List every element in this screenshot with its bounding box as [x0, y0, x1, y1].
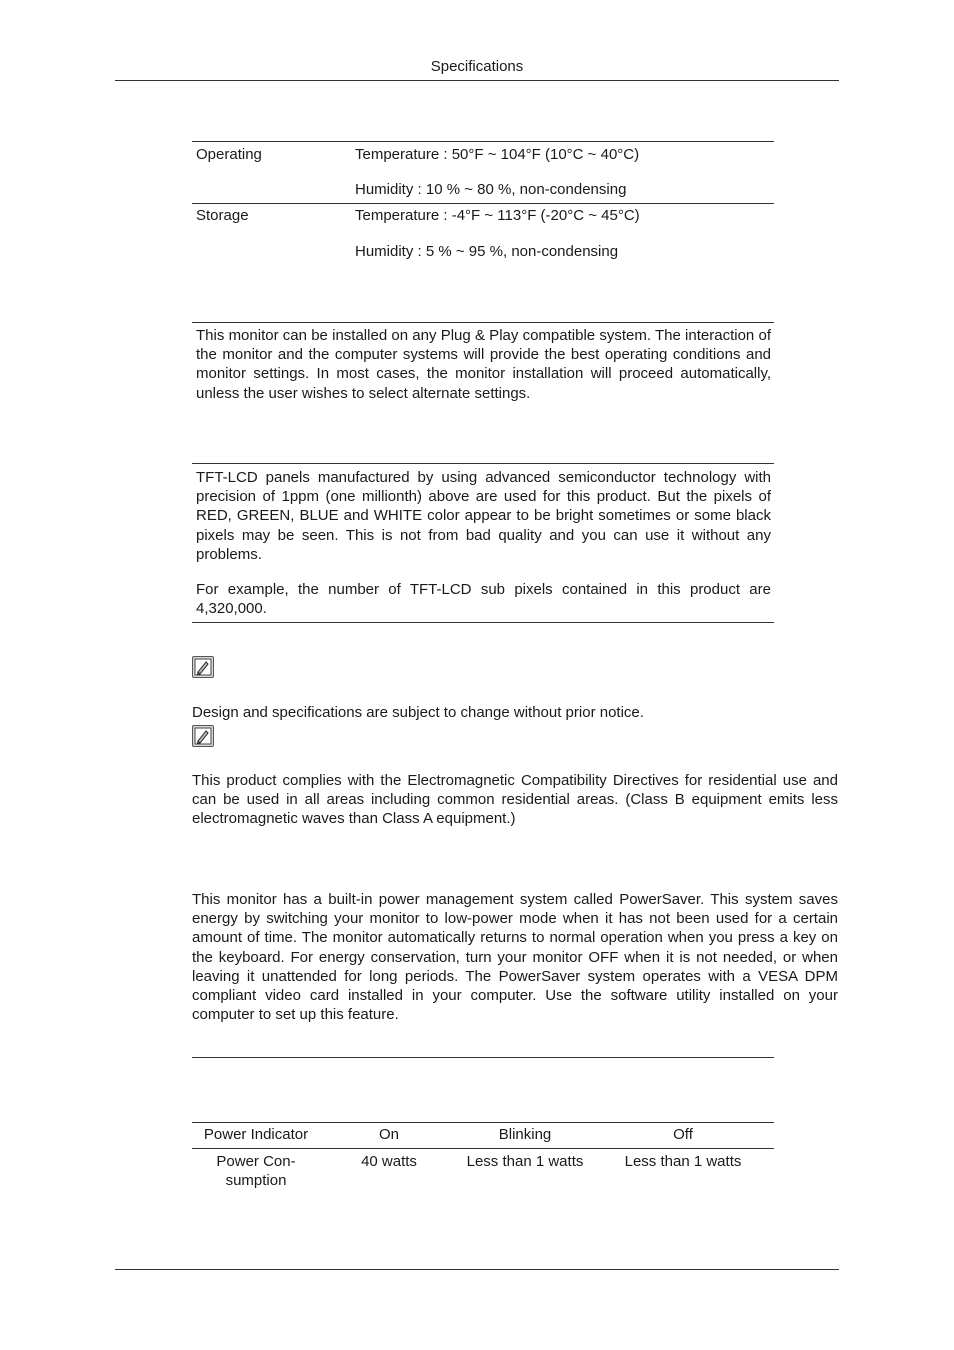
power-table-cell: Less than 1 watts	[466, 1153, 584, 1170]
power-table-cell: 40 watts	[361, 1153, 417, 1170]
note-text: Design and specifications are subject to change without prior notice.	[192, 704, 644, 721]
power-table-header: Off	[673, 1126, 693, 1143]
power-table-rule-top	[192, 1122, 774, 1123]
powersaver-rule	[192, 1057, 774, 1058]
table-rule	[192, 141, 774, 142]
dot-acceptable-paragraph-2: For example, the number of TFT-LCD sub pixels contained in this product are 4,320,000.	[196, 581, 771, 618]
emc-compliance-text: This product complies with the Electromagnetic Compatibility Directives for residential use and can be used in all areas including common residential areas. (Class B equipment emits less electromagnetic waves than Class A equipment.)	[192, 772, 838, 828]
note-pencil-icon	[192, 725, 214, 747]
table-rule	[192, 203, 774, 204]
power-table-cell-line: Power Con-	[216, 1153, 296, 1170]
plug-and-play-rule	[192, 322, 774, 323]
power-table-header: On	[378, 1126, 399, 1143]
dot-acceptable-paragraph-1: TFT-LCD panels manufactured by using advanced semiconductor technology with precision of 1ppm (one millionth) above are used for this product. But the pixels of RED, GREEN, BLUE and WHITE color appear to be bright sometimes or some black pixels may be seen. This is not from bad quality and you can use it without any problems.	[196, 469, 771, 563]
env-row-temperature: Temperature : 50°F ~ 104°F (10°C ~ 40°C)	[355, 146, 640, 163]
note-pencil-icon	[192, 656, 214, 678]
power-table-cell: Less than 1 watts	[624, 1153, 742, 1170]
header-rule	[115, 80, 839, 81]
power-table-cell-line: sumption	[225, 1172, 287, 1190]
env-row-label: Operating	[196, 146, 262, 163]
dot-acceptable-rule-bottom	[192, 622, 774, 623]
env-row-temperature: Temperature : -4°F ~ 113°F (-20°C ~ 45°C)	[355, 207, 640, 224]
power-table-header: Blinking	[498, 1126, 552, 1143]
power-table-header: Power Indicator	[203, 1126, 309, 1143]
plug-and-play-text: This monitor can be installed on any Plug & Play compatible system. The interaction of the monitor and the computer systems will provide the best operating conditions and monitor settings. In most cases, the monitor installation will proceed automatically, unless the user wishes to select alternate settings.	[196, 327, 771, 402]
power-table-rule-mid	[192, 1148, 774, 1149]
page-header-title: Specifications	[430, 58, 524, 75]
env-row-label: Storage	[196, 207, 249, 224]
env-row-humidity: Humidity : 10 % ~ 80 %, non-condensing	[355, 181, 627, 198]
power-table-cell	[192, 1152, 320, 1190]
env-row-humidity: Humidity : 5 % ~ 95 %, non-condensing	[355, 243, 619, 260]
powersaver-text: This monitor has a built-in power management system called PowerSaver. This system saves energy by switching your monitor to low-power mode when it has not been used for a certain amount of time. The monitor automatically returns to normal operation when you press a key on the keyboard. For energy conservation, turn your monitor OFF when it is not needed, or when leaving it unattended for long periods. The PowerSaver system operates with a VESA DPM compliant video card installed in your computer. Use the software utility installed on your computer to set up this feature.	[192, 891, 838, 1024]
footer-rule	[115, 1269, 839, 1270]
dot-acceptable-rule-top	[192, 463, 774, 464]
